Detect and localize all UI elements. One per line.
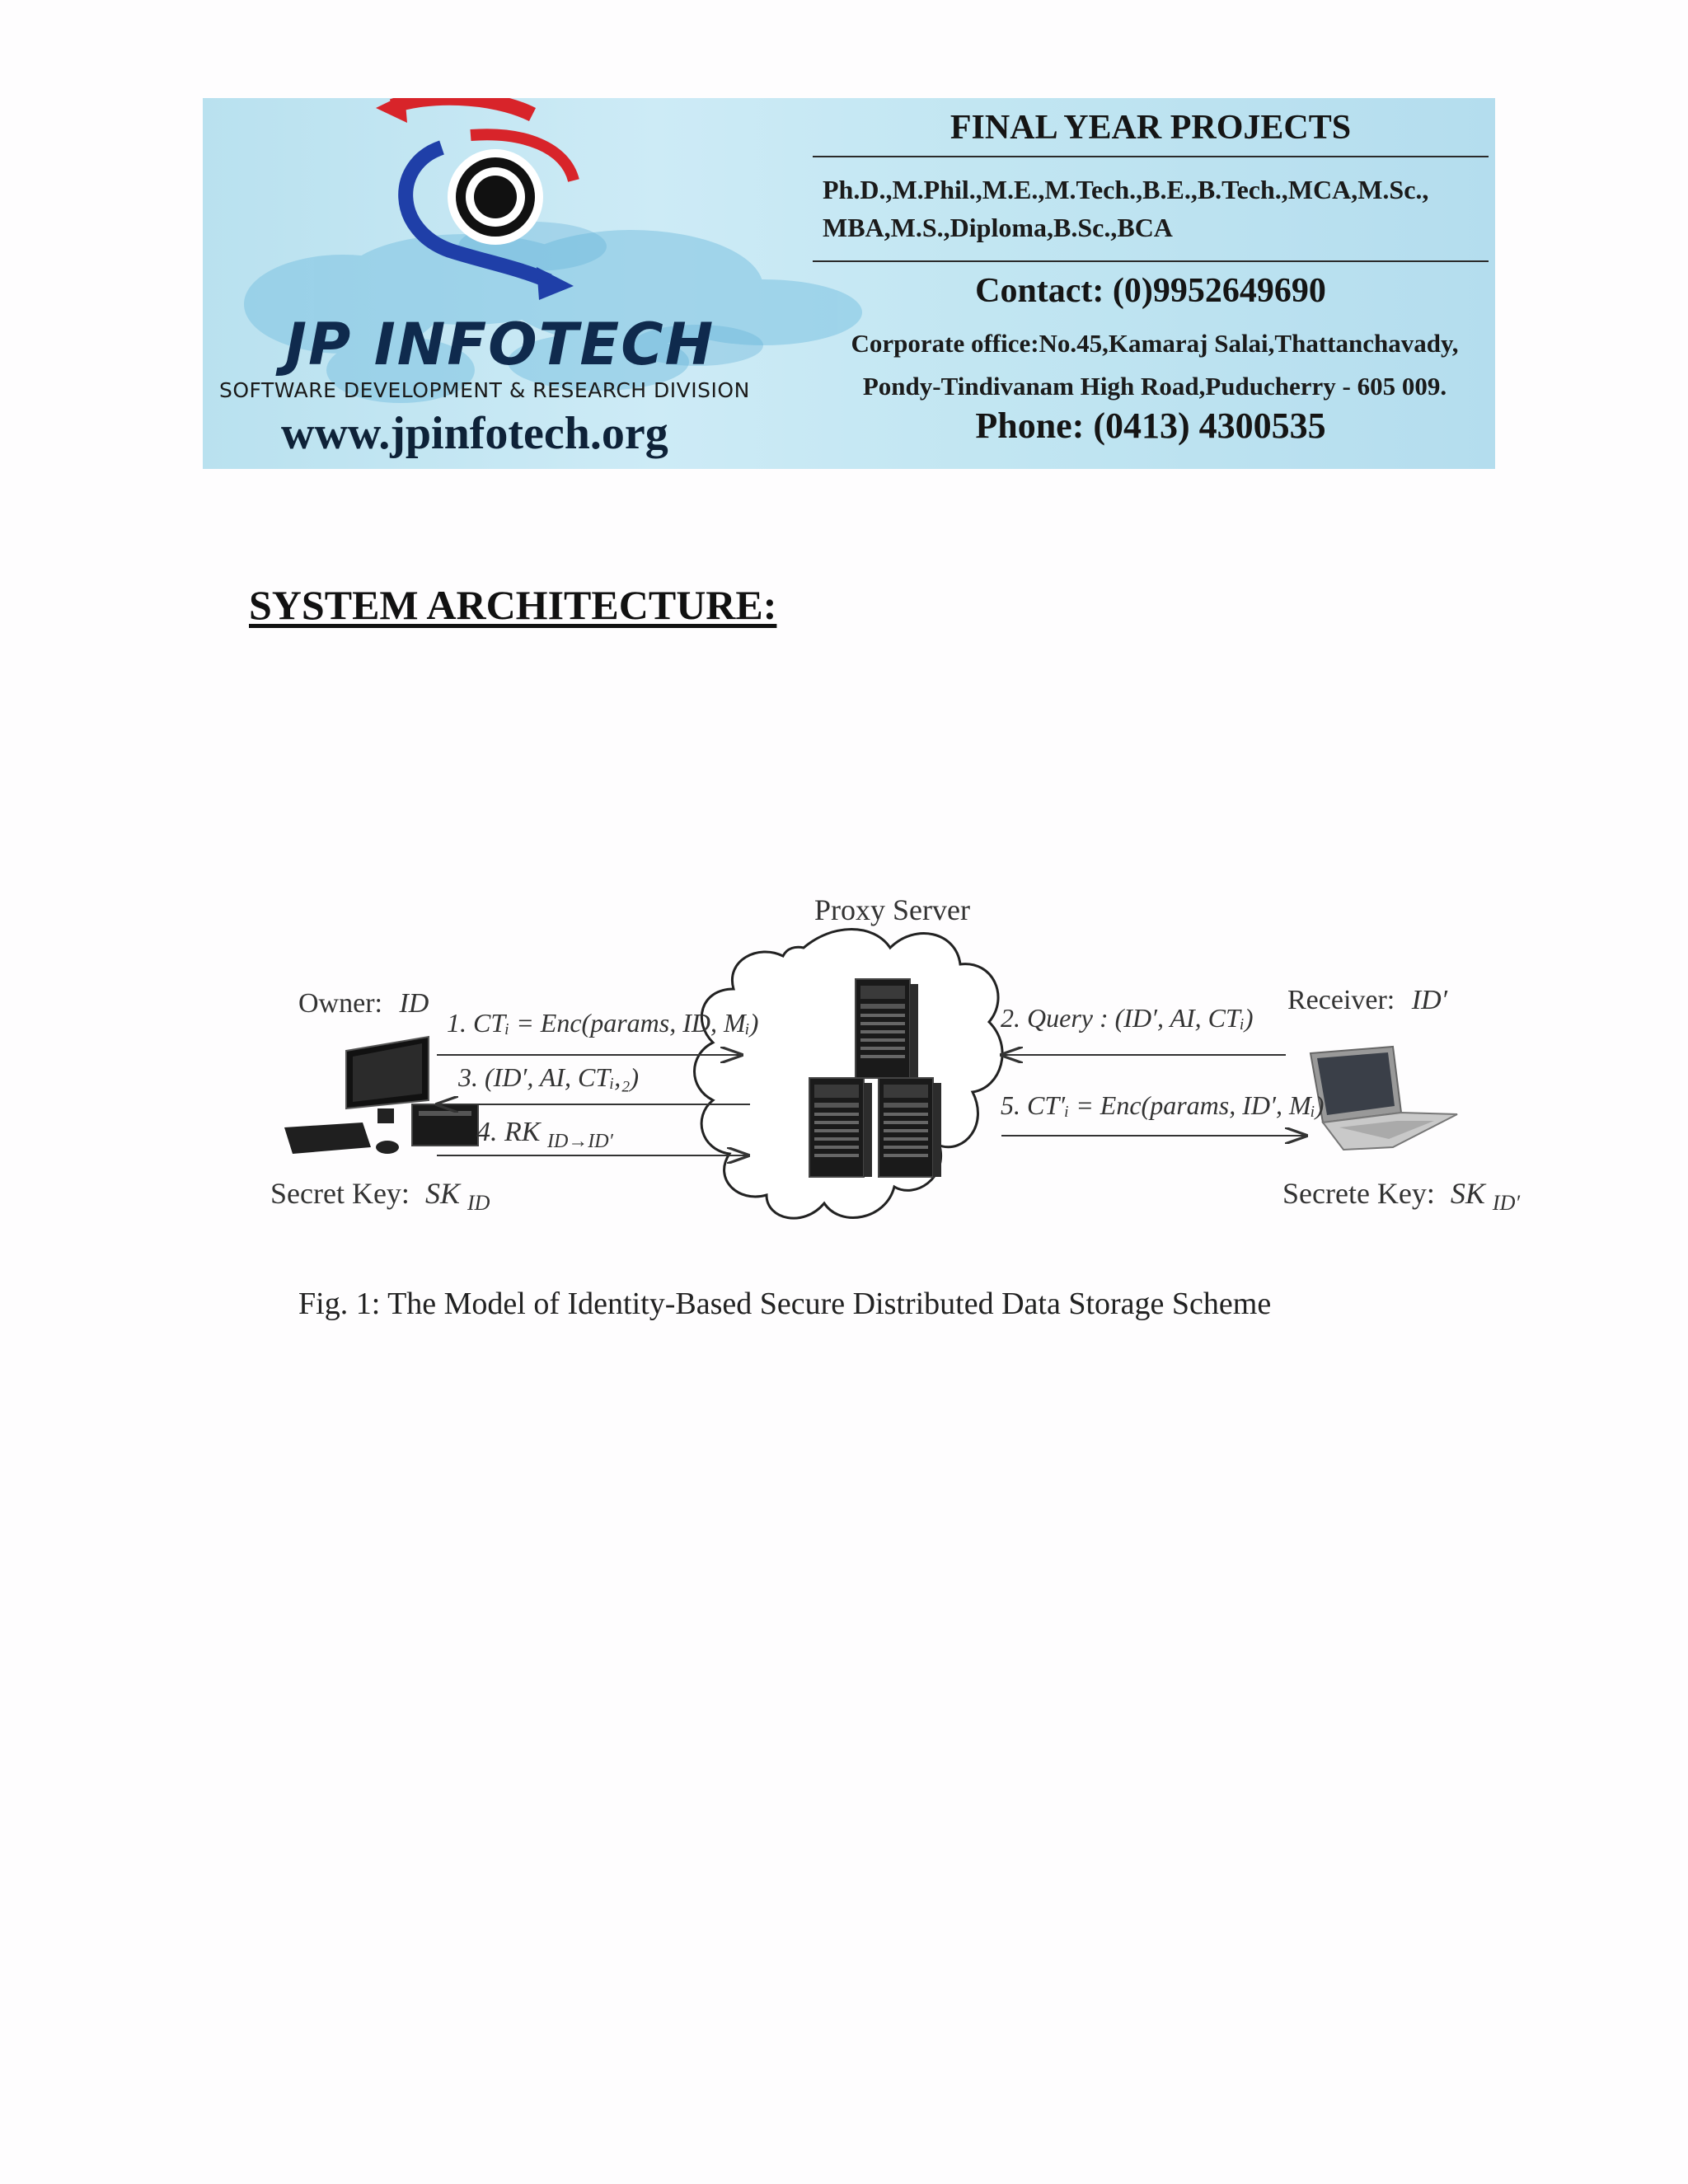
proxy-server-label: Proxy Server: [814, 893, 970, 926]
logo-name: JP INFOTECH: [285, 311, 715, 378]
step-5-label: 5. CT′ᵢ = Enc(params, ID′, Mᵢ): [1001, 1090, 1325, 1120]
office-line-2: Pondy-Tindivanam High Road,Puducherry - 605 009.: [862, 372, 1447, 401]
degree-list: [823, 171, 1490, 246]
step-3-label: 3. (ID′, AI, CTᵢ,₂): [458, 1062, 640, 1092]
secrete-key-value: SK: [1450, 1177, 1485, 1210]
receiver-label: [1287, 985, 1448, 1015]
step-4-label: [476, 1117, 614, 1152]
server-tower-icon: [809, 1078, 872, 1177]
figure-caption: Fig. 1: The Model of Identity-Based Secure Distributed Data Storage Scheme: [298, 1286, 1272, 1321]
phone-number: Phone: (0413) 4300535: [975, 405, 1326, 446]
secrete-key-label-text: Secrete Key:: [1282, 1177, 1435, 1210]
step-1-label: 1. CTᵢ = Enc(params, ID, Mᵢ): [447, 1008, 759, 1038]
page-title: SYSTEM ARCHITECTURE:: [249, 582, 777, 628]
header-banner: [203, 98, 1495, 469]
server-tower-icon: [879, 1078, 941, 1177]
banner-divider: [813, 156, 1489, 157]
secrete-key-subscript: ID′: [1492, 1191, 1521, 1215]
secret-key-subscript: ID: [467, 1191, 490, 1215]
website-link[interactable]: www.jpinfotech.org: [281, 408, 668, 459]
degree-line-1: Ph.D.,M.Phil.,M.E.,M.Tech.,B.E.,B.Tech.,MCA,M.Sc.,: [823, 175, 1429, 204]
banner-title: FINAL YEAR PROJECTS: [950, 109, 1352, 147]
step-4-prefix: 4. RK: [476, 1117, 541, 1147]
server-tower-icon: [856, 979, 918, 1078]
logo-tagline: SOFTWARE DEVELOPMENT & RESEARCH DIVISION: [219, 378, 750, 402]
secrete-key-label: [1282, 1177, 1520, 1215]
step-2-label: 2. Query : (ID′, AI, CTᵢ): [1001, 1003, 1254, 1033]
secret-key-label: [270, 1177, 490, 1215]
owner-id: ID: [399, 988, 429, 1019]
office-line-1: Corporate office:No.45,Kamaraj Salai,Thattanchavady,: [851, 329, 1459, 358]
owner-label-text: Owner:: [298, 988, 382, 1019]
step-4-subscript: ID→ID′: [546, 1131, 613, 1152]
contact-number: Contact: (0)9952649690: [975, 272, 1326, 310]
secret-key-label-text: Secret Key:: [270, 1177, 410, 1210]
owner-label: [298, 988, 429, 1019]
laptop-icon: [1311, 1047, 1457, 1150]
secret-key-value: SK: [424, 1177, 460, 1210]
degree-line-2: MBA,M.S.,Diploma,B.Sc.,BCA: [823, 213, 1173, 242]
receiver-id: ID′: [1411, 985, 1448, 1015]
receiver-label-text: Receiver:: [1287, 985, 1395, 1015]
banner-divider: [813, 260, 1489, 262]
office-address: [821, 322, 1489, 408]
eye-logo-icon: [326, 98, 623, 304]
